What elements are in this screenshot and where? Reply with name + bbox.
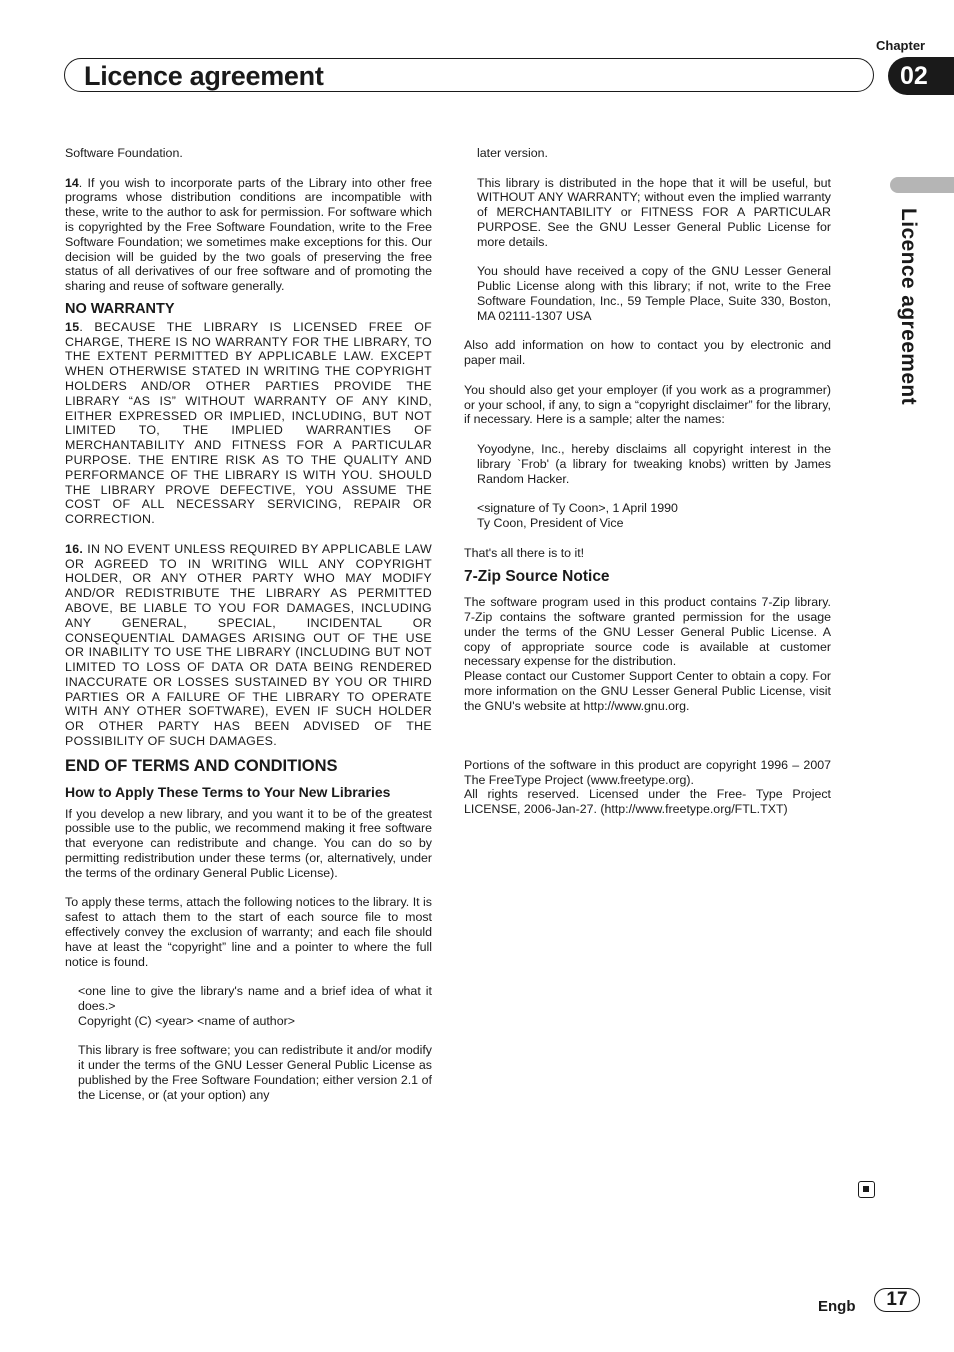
paragraph-oneline: <one line to give the library's name and a brief idea of what it does.> xyxy=(78,984,432,1014)
chapter-label: Chapter xyxy=(876,38,926,53)
paragraph-received: You should have received a copy of the GNU Lesser General Public License along with this library; if not, write to the Free Software Foundation, Inc., 59 Temple Place, Suite 330, Boston, MA 02111-1307 USA xyxy=(477,264,831,323)
paragraph-contact: Also add information on how to contact you by electronic and paper mail. xyxy=(464,338,831,368)
paragraph-later-version: later version. xyxy=(477,146,548,160)
paragraph-yoyodyne: Yoyodyne, Inc., hereby disclaims all copyright interest in the library `Frob' (a library for tweaking knobs) written by James Random Hacker. xyxy=(477,441,831,486)
no-warranty-heading: NO WARRANTY xyxy=(65,300,175,317)
paragraph-free-software: This library is free software; you can redistribute it and/or modify it under the terms of the GNU Lesser General Public License as published by the Free Software Foundation; either version 2.1 of the License, or (at your option) any xyxy=(78,1043,432,1102)
end-of-section-icon xyxy=(858,1181,875,1198)
page-number: 17 xyxy=(874,1288,920,1312)
page-title: Licence agreement xyxy=(84,61,324,91)
paragraph-copyright: Copyright (C) <year> <name of author> xyxy=(78,1013,295,1028)
end-of-terms-heading: END OF TERMS AND CONDITIONS xyxy=(65,756,338,775)
paragraph-ty-coon: Ty Coon, President of Vice xyxy=(477,515,624,530)
side-tab-bar xyxy=(890,177,954,193)
zip-notice-heading: 7-Zip Source Notice xyxy=(464,568,610,586)
paragraph-freetype-2: All rights reserved. Licensed under the Free- Type Project LICENSE, 2006-Jan-27. (http://www.freetype.org/FTL.TXT) xyxy=(464,787,831,817)
paragraph-zip-1: The software program used in this product contains 7-Zip library. 7-Zip contains the software granted permission for the usage under the terms of the GNU Lesser General Public License. A copy of appropriate source code is available at customer necessary expense for the distribution. xyxy=(464,595,831,669)
how-to-apply-heading: How to Apply These Terms to Your New Libraries xyxy=(65,783,391,800)
paragraph-signature: <signature of Ty Coon>, 1 April 1990 xyxy=(477,501,678,516)
chapter-number-tab: 02 xyxy=(888,57,954,95)
paragraph-freetype-1: Portions of the software in this product are copyright 1996 – 2007 The FreeType Project (www.freetype.org). xyxy=(464,757,831,787)
paragraph-15 xyxy=(65,320,432,527)
paragraph-14 xyxy=(65,176,432,294)
clause-text-15: . BECAUSE THE LIBRARY IS LICENSED FREE OF CHARGE, THERE IS NO WARRANTY FOR THE LIBRARY, TO THE EXTENT PERMITTED BY APPLICABLE LAW. EXCEPT WHEN OTHERWISE STATED IN WRITING THE COPYRIGHT HOLDERS AND/OR OTHER PARTIES PROVIDE THE LIBRARY “AS IS” WITHOUT WARRANTY OF ANY KIND, EITHER EXPRESSED OR IMPLIED, INCLUDING, BUT NOT LIMITED TO, THE IMPLIED WARRANTIES OF MERCHANTABILITY AND FITNESS FOR A PARTICULAR PURPOSE. THE ENTIRE RISK AS TO THE QUALITY AND PERFORMANCE OF THE LIBRARY IS WITH YOU. SHOULD THE LIBRARY PROVE DEFECTIVE, YOU ASSUME THE COST OF ALL NECESSARY SERVICING, REPAIR OR CORRECTION. xyxy=(65,319,432,527)
paragraph-foundation: Software Foundation. xyxy=(65,146,183,160)
clause-number-14: 14 xyxy=(65,175,79,190)
right-column xyxy=(464,146,831,817)
paragraph-employer: You should also get your employer (if you work as a programmer) or your school, if any, to sign a “copyright disclaimer” for the library, if necessary. Here is a sample; alter the names: xyxy=(464,382,831,427)
side-section-title: Licence agreement xyxy=(897,208,920,406)
clause-number-16: 16. xyxy=(65,541,84,556)
clause-text-14: . If you wish to incorporate parts of the Library into other free programs whose distribution conditions are incompatible with these, write to the author to ask for permission. For software which is copyrighted by the Free Software Foundation, write to the Free Software Foundation; we sometimes make exceptions for this. Our decision will be guided by the two goals of preserving the free status of all derivatives of our free software and of promoting the sharing and reuse of software generally. xyxy=(65,175,432,294)
paragraph-distributed: This library is distributed in the hope that it will be useful, but WITHOUT ANY WARRANTY; without even the implied warranty of MERCHANTABILITY or FITNESS FOR A PARTICULAR PURPOSE. See the GNU Lesser General Public License for more details. xyxy=(477,175,831,249)
paragraph-apply: To apply these terms, attach the following notices to the library. It is safest to attach them to the start of each source file to most effectively convey the exclusion of warranty; and each file should have at least the “copyright” line and a pointer to where the full notice is found. xyxy=(65,895,432,969)
paragraph-develop: If you develop a new library, and you want it to be of the greatest possible use to the public, we recommend making it free software that everyone can redistribute and change. You can do so by permitting redistribution under these terms (or, alternatively, under the terms of the ordinary General Public License). xyxy=(65,806,432,880)
paragraph-zip-2: Please contact our Customer Support Center to obtain a copy. For more information on the GNU Lesser General Public License, visit the GNU's website at http://www.gnu.org. xyxy=(464,669,831,713)
paragraph-thats-all: That's all there is to it! xyxy=(464,545,585,560)
left-column xyxy=(65,146,432,1103)
clause-text-16: IN NO EVENT UNLESS REQUIRED BY APPLICABLE LAW OR AGREED TO IN WRITING WILL ANY COPYRIGHT HOLDER, OR ANY OTHER PARTY WHO MAY MODIFY AND/OR REDISTRIBUTE THE LIBRARY AS PERMITTED ABOVE, BE LIABLE TO YOU FOR DAMAGES, INCLUDING ANY GENERAL, SPECIAL, INCIDENTAL OR CONSEQUENTIAL DAMAGES ARISING OUT OF THE USE OR INABILITY TO USE THE LIBRARY (INCLUDING BUT NOT LIMITED TO LOSS OF DATA OR DATA BEING RENDERED INACCURATE OR LOSSES SUSTAINED BY YOU OR THIRD PARTIES OR A FAILURE OF THE LIBRARY TO OPERATE WITH ANY OTHER SOFTWARE), EVEN IF SUCH HOLDER OR OTHER PARTY HAS BEEN ADVISED OF THE POSSIBILITY OF SUCH DAMAGES. xyxy=(65,541,432,749)
clause-number-15: 15 xyxy=(65,319,80,334)
language-label: Engb xyxy=(818,1298,856,1315)
paragraph-16 xyxy=(65,542,432,749)
